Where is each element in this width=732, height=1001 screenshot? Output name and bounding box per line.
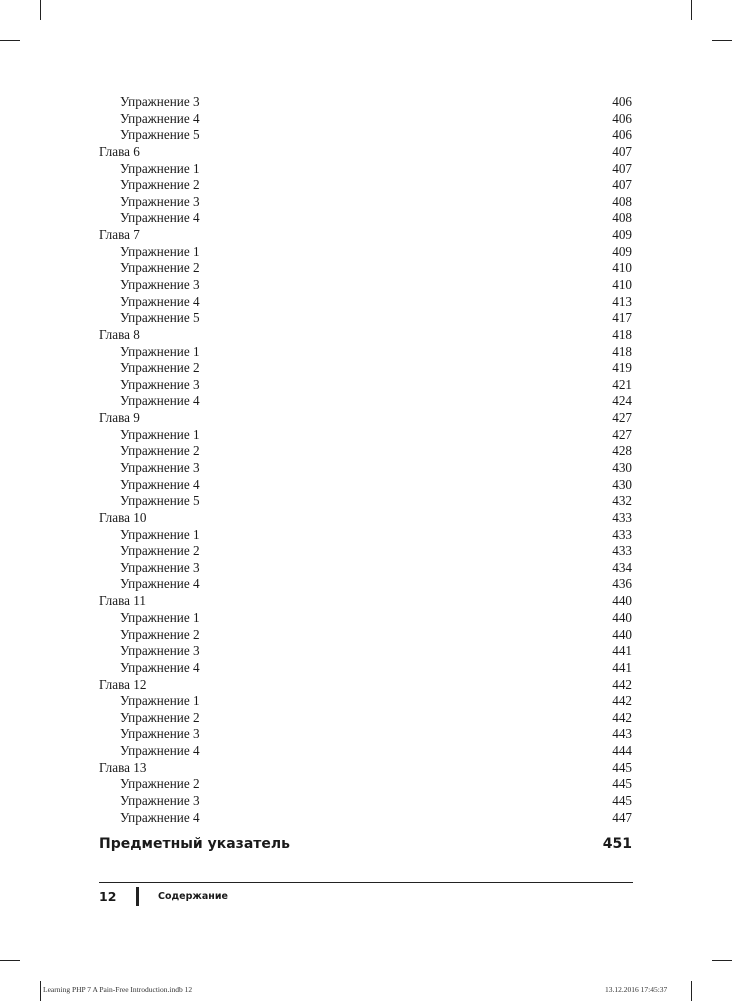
toc-entry-page: 440 (612, 593, 632, 609)
toc-entry-title: Упражнение 1 (120, 693, 200, 709)
toc-entry-title: Упражнение 2 (120, 177, 200, 193)
toc-entry-page: 447 (612, 809, 632, 825)
toc-exercise-row[interactable] (99, 309, 632, 326)
toc-exercise-row[interactable] (99, 725, 632, 742)
toc-entry-title: Упражнение 3 (120, 559, 200, 575)
footer-rule (99, 882, 633, 883)
toc-entry-title: Упражнение 3 (120, 376, 200, 392)
toc-entry-page: 408 (612, 193, 632, 209)
slug-timestamp: 13.12.2016 17:45:37 (605, 985, 668, 994)
toc-entry-page: 406 (612, 94, 632, 109)
toc-entry-page: 430 (612, 460, 632, 476)
toc-entry-page: 406 (612, 127, 632, 143)
toc-entry-title: Упражнение 3 (120, 643, 200, 659)
toc-entry-title: Упражнение 3 (120, 94, 200, 109)
toc-exercise-row[interactable] (99, 792, 632, 809)
crop-mark-top-right-h (712, 40, 732, 41)
toc-exercise-row[interactable] (99, 110, 632, 127)
toc-entry-page: 419 (612, 360, 632, 376)
toc-entry-page: 442 (612, 709, 632, 725)
toc-entry-page: 409 (612, 227, 632, 243)
toc-entry-page: 410 (612, 277, 632, 293)
toc-exercise-row[interactable] (99, 742, 632, 759)
toc-entry-page: 436 (612, 576, 632, 592)
toc-entry-title: Упражнение 5 (120, 493, 200, 509)
toc-entry-page: 442 (612, 676, 632, 692)
toc-entry-title: Глава 8 (99, 327, 140, 343)
toc-exercise-row[interactable] (99, 243, 632, 260)
toc-entry-title: Упражнение 4 (120, 110, 200, 126)
crop-mark-bottom-left-h (0, 960, 20, 961)
toc-exercise-row[interactable] (99, 575, 632, 592)
toc-exercise-row[interactable] (99, 626, 632, 643)
toc-entry-page: 442 (612, 693, 632, 709)
toc-chapter-row[interactable] (99, 676, 632, 693)
crop-mark-top-right-v (691, 0, 692, 20)
toc-entry-page: 432 (612, 493, 632, 509)
toc-entry-page: 407 (612, 144, 632, 160)
toc-entry-title: Упражнение 4 (120, 393, 200, 409)
toc-entry-title: Упражнение 3 (120, 726, 200, 742)
table-of-contents (99, 93, 632, 825)
toc-exercise-row[interactable] (99, 459, 632, 476)
toc-chapter-row[interactable] (99, 759, 632, 776)
toc-entry-title: Глава 12 (99, 676, 147, 692)
toc-exercise-row[interactable] (99, 193, 632, 210)
toc-exercise-row[interactable] (99, 542, 632, 559)
crop-mark-bottom-right-v (691, 981, 692, 1001)
toc-entry-page: 428 (612, 443, 632, 459)
toc-entry-page: 407 (612, 177, 632, 193)
toc-entry-title: Упражнение 1 (120, 160, 200, 176)
toc-exercise-row[interactable] (99, 709, 632, 726)
index-entry-title: Предметный указатель (99, 836, 290, 852)
toc-entry-title: Упражнение 2 (120, 543, 200, 559)
toc-entry-page: 410 (612, 260, 632, 276)
toc-entry-page: 445 (612, 759, 632, 775)
toc-exercise-row[interactable] (99, 276, 632, 293)
toc-exercise-row[interactable] (99, 426, 632, 443)
toc-exercise-row[interactable] (99, 692, 632, 709)
toc-entry-title: Упражнение 5 (120, 127, 200, 143)
toc-entry-title: Упражнение 4 (120, 293, 200, 309)
crop-mark-top-left-v (40, 0, 41, 20)
toc-exercise-row[interactable] (99, 476, 632, 493)
toc-entry-page: 440 (612, 626, 632, 642)
toc-exercise-row[interactable] (99, 609, 632, 626)
toc-entry-title: Упражнение 2 (120, 709, 200, 725)
toc-entry-page: 444 (612, 742, 632, 758)
toc-exercise-row[interactable] (99, 93, 632, 110)
toc-exercise-row[interactable] (99, 659, 632, 676)
toc-entry-title: Упражнение 2 (120, 776, 200, 792)
toc-entry-title: Упражнение 2 (120, 626, 200, 642)
toc-exercise-row[interactable] (99, 126, 632, 143)
toc-chapter-row[interactable] (99, 143, 632, 160)
toc-entry-title: Упражнение 1 (120, 609, 200, 625)
toc-chapter-row[interactable] (99, 509, 632, 526)
toc-exercise-row[interactable] (99, 343, 632, 360)
toc-entry-page: 427 (612, 410, 632, 426)
toc-entry-title: Упражнение 4 (120, 576, 200, 592)
running-title: Содержание (158, 891, 228, 902)
toc-entry-page: 434 (612, 559, 632, 575)
toc-entry-title: Упражнение 2 (120, 443, 200, 459)
toc-exercise-row[interactable] (99, 442, 632, 459)
toc-entry-page: 418 (612, 343, 632, 359)
toc-exercise-row[interactable] (99, 209, 632, 226)
toc-entry-page: 427 (612, 426, 632, 442)
toc-entry-title: Упражнение 4 (120, 809, 200, 825)
toc-exercise-row[interactable] (99, 392, 632, 409)
toc-entry-title: Глава 6 (99, 144, 140, 160)
toc-entry-title: Упражнение 4 (120, 210, 200, 226)
toc-entry-title: Упражнение 1 (120, 243, 200, 259)
page-number: 12 (99, 889, 117, 904)
toc-entry-page: 417 (612, 310, 632, 326)
toc-entry-title: Упражнение 4 (120, 742, 200, 758)
toc-entry-title: Упражнение 3 (120, 792, 200, 808)
index-entry-page: 451 (602, 836, 632, 852)
slug-file-info: Learning PHP 7 A Pain-Free Introduction.indb 12 (43, 985, 193, 994)
toc-entry-page: 445 (612, 792, 632, 808)
toc-entry-title: Упражнение 3 (120, 193, 200, 209)
toc-entry-title: Упражнение 2 (120, 260, 200, 276)
toc-entry-page: 433 (612, 543, 632, 559)
toc-entry-title: Упражнение 4 (120, 659, 200, 675)
toc-entry-title: Упражнение 2 (120, 360, 200, 376)
toc-entry-title: Упражнение 5 (120, 310, 200, 326)
toc-exercise-row[interactable] (99, 376, 632, 393)
toc-entry-page: 424 (612, 393, 632, 409)
crop-mark-top-left-h (0, 40, 20, 41)
toc-entry-title: Упражнение 1 (120, 526, 200, 542)
toc-entry-title: Упражнение 1 (120, 343, 200, 359)
toc-entry-page: 441 (612, 643, 632, 659)
toc-chapter-row[interactable] (99, 409, 632, 426)
toc-exercise-row[interactable] (99, 809, 632, 826)
toc-entry-title: Упражнение 1 (120, 426, 200, 442)
index-entry[interactable] (99, 834, 632, 854)
toc-entry-page: 409 (612, 243, 632, 259)
toc-exercise-row[interactable] (99, 259, 632, 276)
crop-mark-bottom-right-h (712, 960, 732, 961)
toc-chapter-row[interactable] (99, 592, 632, 609)
toc-chapter-row[interactable] (99, 226, 632, 243)
toc-entry-title: Глава 9 (99, 410, 140, 426)
toc-entry-title: Глава 11 (99, 593, 146, 609)
toc-exercise-row[interactable] (99, 642, 632, 659)
toc-exercise-row[interactable] (99, 492, 632, 509)
toc-entry-title: Глава 13 (99, 759, 147, 775)
toc-entry-title: Упражнение 3 (120, 460, 200, 476)
toc-entry-page: 441 (612, 659, 632, 675)
toc-exercise-row[interactable] (99, 160, 632, 177)
toc-chapter-row[interactable] (99, 326, 632, 343)
toc-entry-page: 430 (612, 476, 632, 492)
crop-mark-bottom-left-v (40, 981, 41, 1001)
toc-exercise-row[interactable] (99, 526, 632, 543)
toc-entry-page: 408 (612, 210, 632, 226)
toc-entry-page: 407 (612, 160, 632, 176)
toc-entry-page: 406 (612, 110, 632, 126)
toc-entry-page: 421 (612, 376, 632, 392)
toc-entry-page: 445 (612, 776, 632, 792)
toc-entry-title: Глава 10 (99, 510, 147, 526)
toc-entry-page: 418 (612, 327, 632, 343)
toc-exercise-row[interactable] (99, 559, 632, 576)
toc-entry-page: 433 (612, 510, 632, 526)
toc-entry-title: Упражнение 3 (120, 277, 200, 293)
toc-entry-page: 433 (612, 526, 632, 542)
toc-entry-title: Упражнение 4 (120, 476, 200, 492)
toc-entry-title: Глава 7 (99, 227, 140, 243)
toc-exercise-row[interactable] (99, 775, 632, 792)
footer-separator-bar (136, 887, 139, 906)
toc-exercise-row[interactable] (99, 176, 632, 193)
toc-entry-page: 440 (612, 609, 632, 625)
toc-exercise-row[interactable] (99, 293, 632, 310)
toc-exercise-row[interactable] (99, 359, 632, 376)
toc-entry-page: 413 (612, 293, 632, 309)
toc-entry-page: 443 (612, 726, 632, 742)
